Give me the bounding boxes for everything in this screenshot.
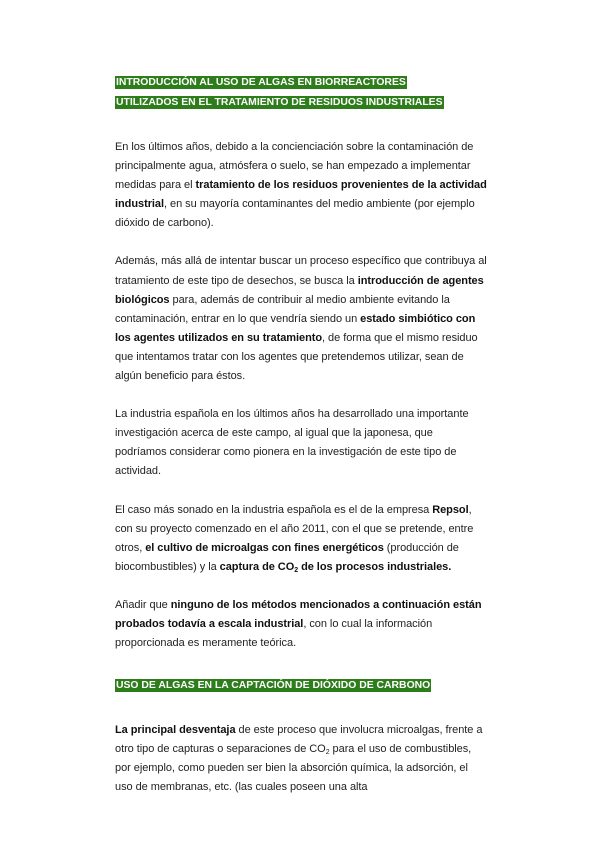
heading-line-1: INTRODUCCIÓN AL USO DE ALGAS EN BIORREACTORES [116, 77, 406, 88]
paragraph-bold-text: ninguno de los métodos mencionados a continuación están probados todavía a escala industrial [115, 598, 482, 630]
subscript: 2 [325, 749, 330, 757]
section-heading-captacion-co2 [115, 675, 487, 695]
paragraph-bold-text: Repsol [432, 503, 469, 516]
paragraph-text: Añadir que [115, 598, 171, 611]
paragraph-text: , con lo cual la información proporcionada es meramente teórica. [115, 617, 433, 650]
paragraph-text: (producción de biocombustibles) y la [115, 541, 459, 573]
paragraph-bold-text: introducción de agentes biológicos [115, 274, 484, 306]
paragraph-industria-espanola [115, 405, 487, 481]
heading-line-2: UTILIZADOS EN EL TRATAMIENTO DE RESIDUOS INDUSTRIALES [116, 97, 443, 108]
paragraph-text: , de forma que el mismo residuo que intentamos tratar con los agentes que pretendemos utilizar, sean de algún beneficio para éstos. [115, 331, 478, 383]
paragraph-metodos-teoricos [115, 596, 487, 653]
paragraph-text: para, además de contribuir al medio ambiente evitando la contaminación, entrar en lo que vendría siendo un [115, 293, 450, 325]
paragraph-bold-text: estado simbiótico con los agentes utilizados en su tratamiento [115, 312, 476, 344]
paragraph-bold-text: el cultivo de microalgas con fines energéticos [145, 541, 384, 554]
paragraph-text: , en su mayoría contaminantes del medio ambiente (por ejemplo dióxido de carbono). [115, 198, 475, 230]
paragraph-bold-text: La principal desventaja [115, 724, 236, 737]
subscript: 2 [294, 566, 299, 574]
paragraph-text: La industria española en los últimos años ha desarrollado una importante investigación acerca de este campo, al igual que la japonesa, que podríamos considerar como pionera en la investigación de este tipo de actividad. [115, 408, 469, 478]
paragraph-bold-text: tratamiento de los residuos provenientes de la actividad industrial [115, 179, 487, 211]
paragraph-contaminacion [115, 138, 487, 233]
paragraph-text: de este proceso que involucra microalgas, frente a otro tipo de capturas o separaciones de CO [115, 724, 483, 756]
paragraph-desventaja [115, 721, 487, 797]
heading-line-1: USO DE ALGAS EN LA CAPTACIÓN DE DIÓXIDO DE CARBONO [116, 680, 431, 692]
document-page [115, 72, 487, 798]
section-heading-introduccion [115, 72, 487, 112]
bold-segment: de los procesos industriales. [298, 560, 452, 573]
paragraph-text: para el uso de combustibles, por ejemplo, como pueden ser bien la absorción química, la adsorción, el uso de membranas, etc. (las cuales poseen una alta [115, 743, 472, 794]
bold-segment: captura de CO [219, 560, 295, 573]
paragraph-text: Además, más allá de intentar buscar un proceso específico que contribuya al tratamiento de este tipo de desechos, se busca la [115, 255, 487, 287]
paragraph-agentes-biologicos [115, 252, 487, 386]
paragraph-text: , con su proyecto comenzado en el año 2011, con el que se pretende, entre otros, [115, 503, 474, 554]
paragraph-text: En los últimos años, debido a la concienciación sobre la contaminación de principalmente agua, atmósfera o suelo, se han empezado a implementar medidas para el [115, 141, 474, 192]
paragraph-repsol [115, 501, 487, 577]
paragraph-bold-text [220, 561, 452, 573]
paragraph-text: El caso más sonado en la industria española es el de la empresa [115, 503, 433, 516]
